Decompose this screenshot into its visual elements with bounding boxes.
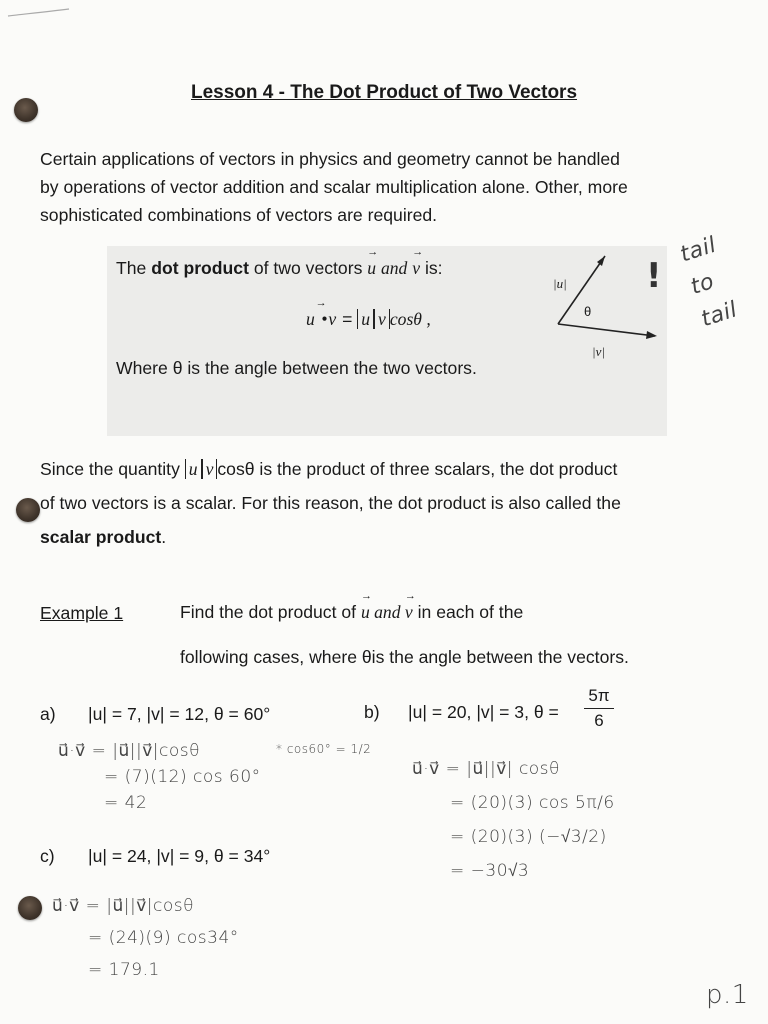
case-a-label: a) xyxy=(40,704,56,724)
scalar-line-2: of two vectors is a scalar. For this reason, the dot product is also called the xyxy=(40,493,621,513)
scalar-line-3: scalar product. xyxy=(40,527,167,547)
punch-hole-middle xyxy=(16,498,40,522)
case-b-fraction: 5π 6 xyxy=(584,686,614,731)
page-title: Lesson 4 - The Dot Product of Two Vectors xyxy=(190,82,578,103)
diagram-v-label: |v| xyxy=(592,344,605,359)
example-prompt-line-1: Find the dot product of → u and → v in each of the xyxy=(180,602,523,623)
work-a: u⃗·v⃗ = |u⃗||v⃗|cosθ = (7)(12) cos 60° = 42 xyxy=(58,741,261,813)
definition-where: Where θ is the angle between the two vectors. xyxy=(116,358,477,378)
vector-v: → v xyxy=(412,258,420,279)
page-number: p.1 xyxy=(706,980,749,1010)
intro-line: by operations of vector addition and scalar multiplication alone. Other, more xyxy=(40,177,628,197)
work-c: u⃗·v⃗ = |u⃗||v⃗|cosθ = (24)(9) cos34° = 179.1 xyxy=(52,896,239,980)
case-c-givens: |u| = 24, |v| = 9, θ = 34° xyxy=(88,846,271,866)
case-c-label: c) xyxy=(40,846,55,866)
work-b: u⃗·v⃗ = |u⃗||v⃗| cosθ = (20)(3) cos 5π/6 = (20)(3) (−√3/2) = −30√3 xyxy=(412,759,615,881)
definition-line: The dot product of two vectors → u and → v is: xyxy=(116,258,443,279)
diagram-theta-label: θ xyxy=(584,304,592,319)
work-a-note: * cos60° = 1/2 xyxy=(276,742,372,756)
scalar-line-1: Since the quantity u v cosθ is the product of three scalars, the dot product xyxy=(40,459,618,479)
pen-mark xyxy=(5,2,75,22)
vector-u: → u xyxy=(367,258,376,279)
case-a-givens: |u| = 7, |v| = 12, θ = 60° xyxy=(88,704,271,724)
dot-product-term: dot product xyxy=(151,258,249,278)
punch-hole-bottom xyxy=(18,896,42,920)
example-label: Example 1 xyxy=(40,603,124,623)
diagram-u-label: |u| xyxy=(553,276,567,291)
dot-product-formula: → u •v = u v cosθ , xyxy=(306,309,431,330)
case-b-givens: |u| = 20, |v| = 3, θ = xyxy=(408,702,559,722)
case-b-label: b) xyxy=(364,702,380,722)
handwritten-tail-note: tail to tail xyxy=(677,232,741,333)
example-prompt-line-2: following cases, where θis the angle between the vectors. xyxy=(180,647,629,667)
intro-paragraph xyxy=(40,145,740,229)
handwritten-exclaim: ! xyxy=(646,256,663,296)
scalar-paragraph xyxy=(40,452,740,554)
intro-line: Certain applications of vectors in physics and geometry cannot be handled xyxy=(40,149,620,169)
intro-line: sophisticated combinations of vectors are required. xyxy=(40,205,438,225)
